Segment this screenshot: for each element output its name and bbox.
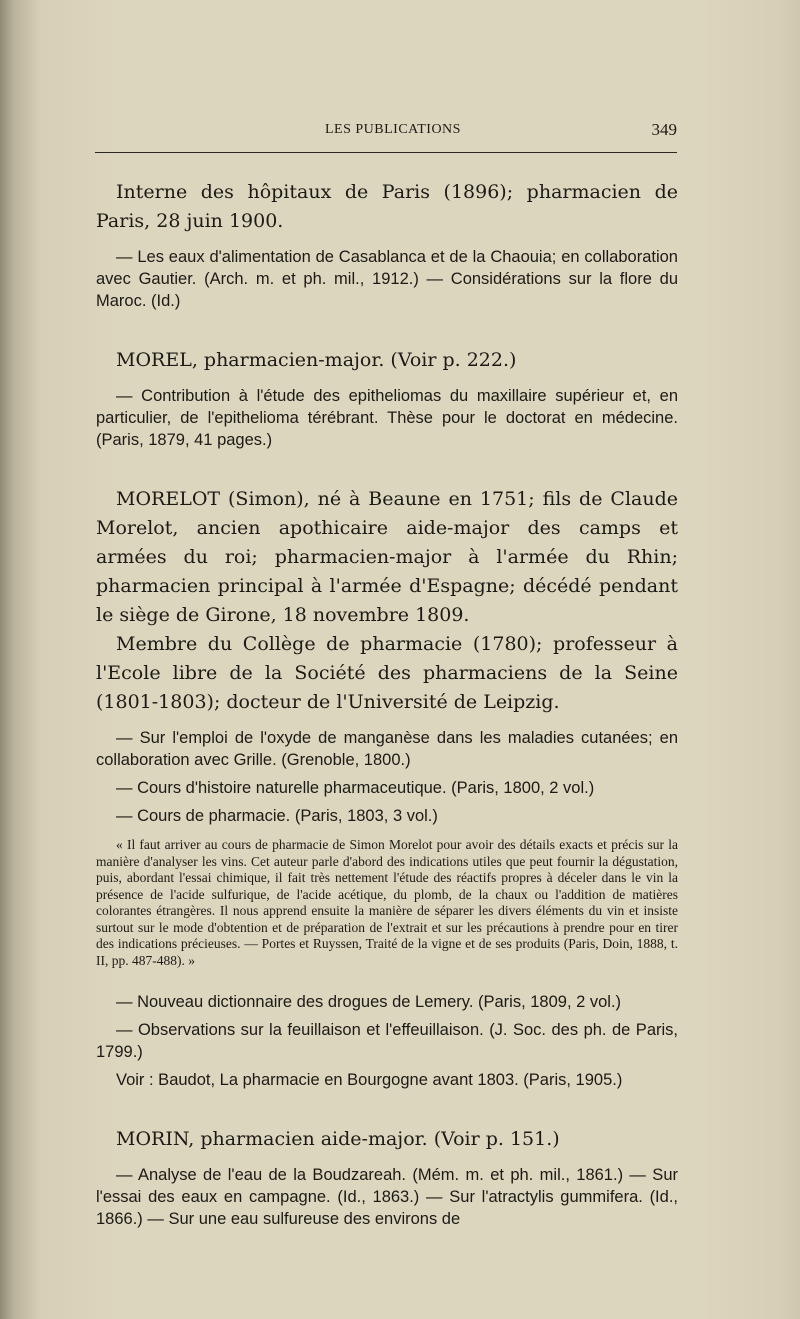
morelot-quote: « Il faut arriver au cours de pharmacie de Simon Morelot pour avoir des détails exacts et précis sur la manière d'analyser les vins. Cet auteur parle d'abord des indications utiles que peut fournir la dégustation, puis, abordant l'essai chimique, il fait très nettement l'étude des réactifs propres à déceler dans le vin la présence de l'acide sulfurique, de l'acide acétique, du plomb, de la chaux ou l'addition de matières colorantes étrangères. Il nous apprend ensuite la manière de séparer les divers éléments du vin et insiste surtout sur le mode d'obtention et de préparation de l'extrait et sur les précautions à prendre pour en tirer des indications précieuses. — Portes et Ruyssen, Traité de la vigne et de ses produits (Paris, Doin, 1888, t. II, pp. 487-488). » [96,837,678,968]
morel-works: — Contribution à l'étude des epitheliomas du maxillaire supérieur et, en particulier, de l'epithelioma térébrant. Thèse pour le doctorat en médecine. (Paris, 1879, 41 pages.) [96,387,678,449]
morelot-work-5: — Observations sur la feuillaison et l'effeuillaison. (J. Soc. des ph. de Paris, 1799.) [96,1021,678,1061]
morin-works: — Analyse de l'eau de la Boudzareah. (Mém. m. et ph. mil., 1861.) — Sur l'essai des eaux en campagne. (Id., 1863.) — Sur l'atractylis gummifera. (Id., 1866.) — Sur une eau sulfureuse des environs de [96,1166,678,1228]
intro-bio: Interne des hôpitaux de Paris (1896); pharmacien de Paris, 28 juin 1900. [96,181,678,232]
morelot-work-2: — Cours d'histoire naturelle pharmaceutique. (Paris, 1800, 2 vol.) [116,779,595,797]
header-rule [95,152,677,153]
intro-works: — Les eaux d'alimentation de Casablanca et de la Chaouia; en collaboration avec Gautier. (Arch. m. et ph. mil., 1912.) — Considérations sur la flore du Maroc. (Id.) [96,248,678,310]
morelot-see-also: Voir : Baudot, La pharmacie en Bourgogne avant 1803. (Paris, 1905.) [116,1071,623,1089]
page-header [95,120,677,150]
morelot-work-1: — Sur l'emploi de l'oxyde de manganèse dans les maladies cutanées; en collaboration avec Grille. (Grenoble, 1800.) [96,729,678,769]
morelot-heading: MORELOT (Simon), né à Beaune en 1751; fils de Claude Morelot, ancien apothicaire aide-major des camps et armées du roi; pharmacien-major à l'armée du Rhin; pharmacien principal à l'armée d'Espagne; décédé pendant le siège de Girone, 18 novembre 1809. [96,488,678,626]
page-body [96,178,678,1230]
morelot-work-4: — Nouveau dictionnaire des drogues de Lemery. (Paris, 1809, 2 vol.) [116,993,622,1011]
running-title: LES PUBLICATIONS [325,122,461,137]
morin-heading: MORIN, pharmacien aide-major. (Voir p. 151.) [116,1128,560,1150]
morelot-bio: Membre du Collège de pharmacie (1780); professeur à l'Ecole libre de la Société des pharmaciens de la Seine (1801-1803); docteur de l'Université de Leipzig. [96,633,678,713]
morel-heading: MOREL, pharmacien-major. (Voir p. 222.) [116,349,517,371]
morelot-work-3: — Cours de pharmacie. (Paris, 1803, 3 vol.) [116,807,438,825]
page-number: 349 [651,120,677,139]
